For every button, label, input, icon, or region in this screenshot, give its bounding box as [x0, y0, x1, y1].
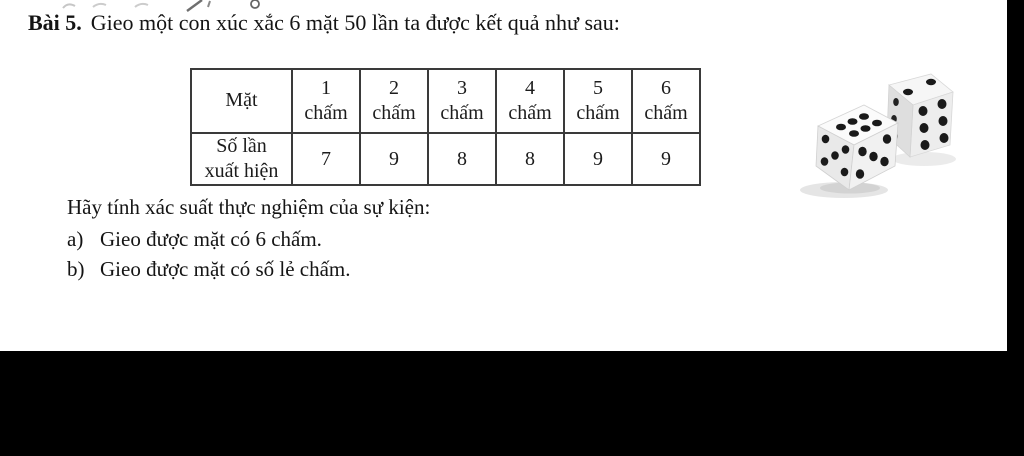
table-col-header-3: [428, 69, 496, 133]
question-a-marker: a): [67, 227, 84, 251]
table-cell-frequency-6: 9: [632, 133, 700, 185]
table-cell-frequency-1: 7: [292, 133, 360, 185]
face-num: 2: [389, 76, 399, 99]
question-b: [67, 257, 351, 282]
question-b-marker: b): [67, 257, 85, 281]
table-col-header-2: [360, 69, 428, 133]
face-num: 4: [525, 76, 535, 99]
table-header-row: [191, 69, 700, 133]
table-corner-header: Mặt: [191, 69, 292, 133]
exercise-title: [28, 10, 620, 36]
table-row-header: [191, 133, 292, 185]
question-prompt: Hãy tính xác suất thực nghiệm của sự kiện:: [67, 195, 431, 219]
row-header-line1: Số lần: [216, 135, 267, 157]
frequency-table: [190, 68, 701, 186]
face-unit: chấm: [372, 101, 416, 124]
row-header-line2: xuất hiện: [204, 160, 279, 182]
table-value-row: [191, 133, 700, 185]
die-left: [816, 105, 898, 190]
question-a-text: Gieo được mặt có 6 chấm.: [100, 227, 322, 251]
face-unit: chấm: [576, 101, 620, 124]
table-col-header-6: [632, 69, 700, 133]
question-a: [67, 227, 322, 252]
table-cell-frequency-2: 9: [360, 133, 428, 185]
table-cell-frequency-4: 8: [496, 133, 564, 185]
face-unit: chấm: [508, 101, 552, 124]
table-cell-frequency-3: 8: [428, 133, 496, 185]
face-num: 1: [321, 76, 331, 99]
table-col-header-5: [564, 69, 632, 133]
face-num: 5: [593, 76, 603, 99]
question-b-text: Gieo được mặt có số lẻ chấm.: [100, 257, 351, 281]
face-unit: chấm: [440, 101, 484, 124]
table-col-header-1: [292, 69, 360, 133]
face-num: 6: [661, 76, 671, 99]
two-dice-image: [792, 55, 972, 200]
face-unit: chấm: [304, 101, 348, 124]
die-right: [887, 74, 953, 157]
table-cell-frequency-5: 9: [564, 133, 632, 185]
exercise-statement: Gieo một con xúc xắc 6 mặt 50 lần ta được kết quả như sau:: [90, 10, 620, 35]
exercise-number: Bài 5.: [28, 10, 82, 35]
face-num: 3: [457, 76, 467, 99]
face-unit: chấm: [644, 101, 688, 124]
table-col-header-4: [496, 69, 564, 133]
